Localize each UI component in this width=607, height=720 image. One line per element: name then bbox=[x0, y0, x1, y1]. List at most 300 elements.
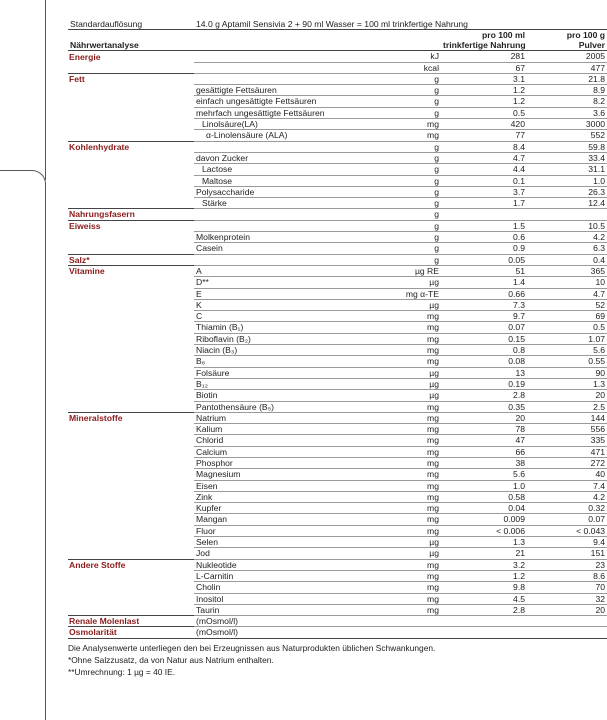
unit-label: g bbox=[356, 85, 441, 96]
unit-label: µg RE bbox=[356, 265, 441, 276]
section-label bbox=[68, 537, 194, 548]
value-per-100ml: 0.35 bbox=[441, 401, 527, 412]
section-label bbox=[68, 322, 194, 333]
value-per-100ml: 77 bbox=[441, 130, 527, 141]
unit-label: µg bbox=[356, 299, 441, 310]
value-per-100g: 8.2 bbox=[527, 96, 607, 107]
section-label bbox=[68, 311, 194, 322]
nutrient-row bbox=[68, 412, 607, 423]
value-per-100g: 144 bbox=[527, 412, 607, 423]
section-label bbox=[68, 480, 194, 491]
section-label bbox=[68, 107, 194, 118]
value-per-100ml: 20 bbox=[441, 412, 527, 423]
nutrient-row bbox=[68, 627, 607, 638]
unit-label: mg bbox=[356, 345, 441, 356]
nutrient-name: C bbox=[194, 311, 356, 322]
value-per-100ml: 3.1 bbox=[441, 73, 527, 84]
section-label bbox=[68, 175, 194, 186]
nutrient-row bbox=[68, 378, 607, 389]
frame-curve bbox=[0, 170, 46, 187]
section-label bbox=[68, 85, 194, 96]
nutrient-row bbox=[68, 119, 607, 130]
value-per-100ml: 0.15 bbox=[441, 333, 527, 344]
col-100ml-header: pro 100 ml trinkfertige Nahrung bbox=[443, 30, 526, 50]
nutrient-name: L-Carnitin bbox=[194, 570, 356, 581]
section-label bbox=[68, 333, 194, 344]
value-per-100ml: 51 bbox=[441, 265, 527, 276]
header-row bbox=[68, 30, 607, 51]
nutrient-name: Chlorid bbox=[194, 435, 356, 446]
value-per-100g: 1.07 bbox=[527, 333, 607, 344]
value-per-100g: 26.3 bbox=[527, 186, 607, 197]
nutrient-name: Riboflavin (B₂) bbox=[194, 333, 356, 344]
section-label bbox=[68, 367, 194, 378]
value-per-100g: 0.5 bbox=[527, 322, 607, 333]
section-label: Salz* bbox=[68, 254, 194, 265]
unit-label: mg bbox=[356, 570, 441, 581]
nutrient-row bbox=[68, 480, 607, 491]
section-label bbox=[68, 446, 194, 457]
unit-label: µg bbox=[356, 537, 441, 548]
nutrient-name: Selen bbox=[194, 537, 356, 548]
value-per-100ml: 3.7 bbox=[441, 186, 527, 197]
nutrient-row bbox=[68, 130, 607, 141]
section-label bbox=[68, 198, 194, 209]
value-per-100ml: 0.05 bbox=[441, 254, 527, 265]
nutrient-name bbox=[194, 141, 356, 152]
unit-label: mg bbox=[356, 435, 441, 446]
nutrient-name: mehrfach ungesättigte Fettsäuren bbox=[194, 107, 356, 118]
unit-label: µg bbox=[356, 277, 441, 288]
unit-label: mg bbox=[356, 424, 441, 435]
value-per-100ml: 0.66 bbox=[441, 288, 527, 299]
value-per-100g bbox=[527, 627, 607, 638]
nutrient-name: Magnesium bbox=[194, 469, 356, 480]
nutrient-name: B₁₂ bbox=[194, 378, 356, 389]
value-per-100g: 365 bbox=[527, 265, 607, 276]
nutrient-name: K bbox=[194, 299, 356, 310]
unit-label: mg bbox=[356, 311, 441, 322]
nutrient-row bbox=[68, 333, 607, 344]
value-per-100g: 4.2 bbox=[527, 491, 607, 502]
nutrient-name bbox=[194, 220, 356, 231]
value-per-100ml: 1.7 bbox=[441, 198, 527, 209]
nutrient-name: (mOsmol/l) bbox=[194, 616, 356, 627]
nutrient-name bbox=[194, 51, 356, 62]
nutrient-row bbox=[68, 152, 607, 163]
value-per-100g: 10 bbox=[527, 277, 607, 288]
unit-label: mg α-TE bbox=[356, 288, 441, 299]
nutrient-name: (mOsmol/l) bbox=[194, 627, 356, 638]
nutrient-row bbox=[68, 299, 607, 310]
value-per-100ml: 0.19 bbox=[441, 378, 527, 389]
value-per-100g: 151 bbox=[527, 548, 607, 559]
value-per-100ml: 3.2 bbox=[441, 559, 527, 570]
value-per-100ml: 67 bbox=[441, 62, 527, 73]
section-label: Energie bbox=[69, 51, 101, 62]
nutrient-row bbox=[68, 570, 607, 581]
unit-label: g bbox=[356, 220, 441, 231]
value-per-100ml: 9.7 bbox=[441, 311, 527, 322]
nutrient-row bbox=[68, 356, 607, 367]
nutrient-name: Eisen bbox=[194, 480, 356, 491]
nutrient-row bbox=[68, 277, 607, 288]
value-per-100g: 6.3 bbox=[527, 243, 607, 254]
unit-label: mg bbox=[356, 333, 441, 344]
nutrient-name: Thiamin (B₁) bbox=[194, 322, 356, 333]
nutrient-row bbox=[68, 491, 607, 502]
analysis-title: Nährwertanalyse bbox=[68, 30, 194, 51]
unit-label: mg bbox=[356, 480, 441, 491]
value-per-100ml: 1.3 bbox=[441, 537, 527, 548]
nutrient-row bbox=[68, 51, 607, 62]
value-per-100g bbox=[527, 616, 607, 627]
value-per-100ml: 4.7 bbox=[441, 152, 527, 163]
value-per-100ml: 78 bbox=[441, 424, 527, 435]
nutrient-name: Folsäure bbox=[194, 367, 356, 378]
frame-line-bottom bbox=[45, 186, 46, 720]
section-label bbox=[68, 164, 194, 175]
nutrient-name: Stärke bbox=[194, 198, 356, 209]
nutrient-name: E bbox=[194, 288, 356, 299]
unit-label: mg bbox=[356, 401, 441, 412]
nutrient-row bbox=[68, 288, 607, 299]
section-label bbox=[68, 288, 194, 299]
section-label bbox=[68, 277, 194, 288]
unit-label: µg bbox=[356, 367, 441, 378]
unit-label: mg bbox=[356, 559, 441, 570]
nutrient-row bbox=[68, 525, 607, 536]
nutrient-row bbox=[68, 175, 607, 186]
nutrient-row bbox=[68, 559, 607, 570]
unit-label: mg bbox=[356, 604, 441, 615]
nutrient-name: Zink bbox=[194, 491, 356, 502]
unit-label: g bbox=[356, 254, 441, 265]
unit-label: g bbox=[356, 107, 441, 118]
section-label bbox=[68, 390, 194, 401]
nutrient-row bbox=[68, 322, 607, 333]
value-per-100ml: 4.5 bbox=[441, 593, 527, 604]
nutrient-row bbox=[68, 345, 607, 356]
unit-label bbox=[356, 616, 441, 627]
unit-label: mg bbox=[356, 503, 441, 514]
value-per-100ml: 8.4 bbox=[441, 141, 527, 152]
value-per-100g: 272 bbox=[527, 457, 607, 468]
value-per-100ml: 2.8 bbox=[441, 604, 527, 615]
value-per-100g: 5.6 bbox=[527, 345, 607, 356]
value-per-100ml: 13 bbox=[441, 367, 527, 378]
nutrient-row bbox=[68, 367, 607, 378]
section-label bbox=[68, 570, 194, 581]
value-per-100ml: 0.58 bbox=[441, 491, 527, 502]
value-per-100ml: 9.8 bbox=[441, 582, 527, 593]
nutrient-row bbox=[68, 457, 607, 468]
nutrient-name: Pantothensäure (B₅) bbox=[194, 401, 356, 412]
nutrient-name: Nukleotide bbox=[194, 559, 356, 570]
nutrient-row bbox=[68, 96, 607, 107]
nutrient-name: Linolsäure(LA) bbox=[194, 119, 356, 130]
value-per-100g: 477 bbox=[527, 62, 607, 73]
value-per-100ml: 0.1 bbox=[441, 175, 527, 186]
value-per-100g: 40 bbox=[527, 469, 607, 480]
nutrient-name: Cholin bbox=[194, 582, 356, 593]
frame-line-top bbox=[45, 0, 46, 180]
value-per-100g: 8.9 bbox=[527, 85, 607, 96]
nutrient-name: Taurin bbox=[194, 604, 356, 615]
col-100g-header: pro 100 g Pulver bbox=[527, 30, 607, 51]
section-label bbox=[68, 514, 194, 525]
unit-label: g bbox=[356, 175, 441, 186]
nutrient-row bbox=[68, 198, 607, 209]
nutrient-row bbox=[68, 390, 607, 401]
nutrient-row bbox=[68, 62, 607, 73]
unit-label: mg bbox=[356, 514, 441, 525]
unit-label: mg bbox=[356, 457, 441, 468]
section-label bbox=[68, 130, 194, 141]
value-per-100g: 70 bbox=[527, 582, 607, 593]
section-label: Fett bbox=[68, 73, 194, 84]
value-per-100ml bbox=[441, 616, 527, 627]
nutrient-row bbox=[68, 424, 607, 435]
value-per-100g: < 0.043 bbox=[527, 525, 607, 536]
value-per-100ml: 0.5 bbox=[441, 107, 527, 118]
nutrient-name: Mangan bbox=[194, 514, 356, 525]
value-per-100g: 552 bbox=[527, 130, 607, 141]
nutrient-name bbox=[194, 73, 356, 84]
section-label bbox=[68, 525, 194, 536]
standard-row bbox=[68, 19, 607, 30]
value-per-100g: 7.4 bbox=[527, 480, 607, 491]
value-per-100g: 52 bbox=[527, 299, 607, 310]
section-label bbox=[68, 604, 194, 615]
value-per-100ml: 4.4 bbox=[441, 164, 527, 175]
nutrient-name bbox=[194, 254, 356, 265]
value-per-100ml: 0.8 bbox=[441, 345, 527, 356]
value-per-100g: 8.6 bbox=[527, 570, 607, 581]
value-per-100ml: 21 bbox=[441, 548, 527, 559]
value-per-100g: 9.4 bbox=[527, 537, 607, 548]
value-per-100g: 0.32 bbox=[527, 503, 607, 514]
section-label bbox=[68, 96, 194, 107]
nutrient-row bbox=[68, 582, 607, 593]
nutrient-row bbox=[68, 537, 607, 548]
value-per-100g: 556 bbox=[527, 424, 607, 435]
section-label bbox=[68, 378, 194, 389]
nutrient-name: D** bbox=[194, 277, 356, 288]
value-per-100g: 20 bbox=[527, 390, 607, 401]
value-per-100ml: 0.9 bbox=[441, 243, 527, 254]
section-label: Osmolarität bbox=[68, 627, 194, 638]
unit-label: mg bbox=[356, 593, 441, 604]
nutrient-name: Fluor bbox=[194, 525, 356, 536]
nutrient-name: gesättigte Fettsäuren bbox=[194, 85, 356, 96]
nutrient-name: Kupfer bbox=[194, 503, 356, 514]
value-per-100ml: 47 bbox=[441, 435, 527, 446]
value-per-100g: 335 bbox=[527, 435, 607, 446]
nutrient-name: Casein bbox=[194, 243, 356, 254]
nutrition-sheet bbox=[68, 19, 607, 639]
section-label bbox=[68, 469, 194, 480]
value-per-100g: 1.3 bbox=[527, 378, 607, 389]
value-per-100ml: 2.8 bbox=[441, 390, 527, 401]
value-per-100g: 0.4 bbox=[527, 254, 607, 265]
footnote-salt: *Ohne Salzzusatz, da von Natur aus Natrium enthalten. bbox=[68, 655, 274, 666]
unit-label: mg bbox=[356, 356, 441, 367]
section-label bbox=[68, 62, 194, 73]
value-per-100g: 4.2 bbox=[527, 232, 607, 243]
nutrient-row bbox=[68, 107, 607, 118]
standard-value: 14.0 g Aptamil Sensivia 2 + 90 ml Wasser = 100 ml trinkfertige Nahrung bbox=[194, 19, 607, 30]
value-per-100g: 23 bbox=[527, 559, 607, 570]
nutrient-row bbox=[68, 401, 607, 412]
nutrient-row bbox=[68, 243, 607, 254]
value-per-100ml: 66 bbox=[441, 446, 527, 457]
nutrient-row bbox=[68, 514, 607, 525]
value-per-100g: 12.4 bbox=[527, 198, 607, 209]
nutrient-row bbox=[68, 435, 607, 446]
nutrient-name: Lactose bbox=[194, 164, 356, 175]
value-per-100g: 90 bbox=[527, 367, 607, 378]
nutrient-name: Molkenprotein bbox=[194, 232, 356, 243]
nutrient-row bbox=[68, 141, 607, 152]
section-label bbox=[68, 593, 194, 604]
unit-label: mg bbox=[356, 491, 441, 502]
value-per-100g: 59.8 bbox=[527, 141, 607, 152]
unit-label: mg bbox=[356, 412, 441, 423]
unit-label: g bbox=[356, 152, 441, 163]
section-label bbox=[68, 356, 194, 367]
value-per-100ml: 1.5 bbox=[441, 220, 527, 231]
value-per-100g: 1.0 bbox=[527, 175, 607, 186]
value-per-100ml: 0.04 bbox=[441, 503, 527, 514]
unit-label: µg bbox=[356, 390, 441, 401]
value-per-100g: 21.8 bbox=[527, 73, 607, 84]
nutrient-name: Kalium bbox=[194, 424, 356, 435]
nutrient-row bbox=[68, 209, 607, 220]
value-per-100ml: 1.2 bbox=[441, 85, 527, 96]
nutrient-row bbox=[68, 446, 607, 457]
standard-label: Standardauflösung bbox=[68, 19, 194, 30]
nutrient-name: Phosphor bbox=[194, 457, 356, 468]
nutrient-row bbox=[68, 73, 607, 84]
unit-label: g bbox=[356, 186, 441, 197]
section-label bbox=[68, 503, 194, 514]
section-label bbox=[68, 548, 194, 559]
nutrient-row bbox=[68, 593, 607, 604]
unit-label: g bbox=[356, 232, 441, 243]
nutrition-table bbox=[68, 19, 607, 639]
value-per-100ml: 1.4 bbox=[441, 277, 527, 288]
value-per-100g: 32 bbox=[527, 593, 607, 604]
nutrient-row bbox=[68, 616, 607, 627]
unit-label: mg bbox=[356, 582, 441, 593]
unit-label: g bbox=[356, 96, 441, 107]
nutrient-row bbox=[68, 164, 607, 175]
nutrient-row bbox=[68, 254, 607, 265]
nutrient-row bbox=[68, 220, 607, 231]
section-label: Renale Molenlast bbox=[68, 616, 194, 627]
section-label: Vitamine bbox=[68, 265, 194, 276]
value-per-100g: 3000 bbox=[527, 119, 607, 130]
section-label bbox=[68, 186, 194, 197]
unit-label: mg bbox=[356, 119, 441, 130]
value-per-100g: 471 bbox=[527, 446, 607, 457]
section-label bbox=[68, 491, 194, 502]
section-label bbox=[68, 119, 194, 130]
nutrient-name: einfach ungesättigte Fettsäuren bbox=[194, 96, 356, 107]
value-per-100g: 4.7 bbox=[527, 288, 607, 299]
value-per-100g bbox=[527, 209, 607, 220]
nutrient-name bbox=[194, 62, 356, 73]
unit-label: mg bbox=[356, 446, 441, 457]
nutrient-name: α-Linolensäure (ALA) bbox=[194, 130, 356, 141]
nutrient-row bbox=[68, 548, 607, 559]
nutrient-name: B₆ bbox=[194, 356, 356, 367]
section-label bbox=[68, 457, 194, 468]
value-per-100ml: 1.0 bbox=[441, 480, 527, 491]
section-label: Mineralstoffe bbox=[68, 412, 194, 423]
nutrient-name: Maltose bbox=[194, 175, 356, 186]
nutrient-row bbox=[68, 503, 607, 514]
unit-label: g bbox=[356, 209, 441, 220]
unit-label bbox=[356, 627, 441, 638]
value-per-100g: 0.07 bbox=[527, 514, 607, 525]
nutrient-row bbox=[68, 232, 607, 243]
unit-label: g bbox=[356, 141, 441, 152]
unit-label: g bbox=[356, 243, 441, 254]
value-per-100ml: 0.009 bbox=[441, 514, 527, 525]
unit-label: µg bbox=[356, 378, 441, 389]
value-per-100ml: 0.08 bbox=[441, 356, 527, 367]
value-per-100g: 3.6 bbox=[527, 107, 607, 118]
section-label: Nahrungsfasern bbox=[68, 209, 194, 220]
unit-label: mg bbox=[356, 469, 441, 480]
nutrient-row bbox=[68, 469, 607, 480]
section-label bbox=[68, 401, 194, 412]
section-label bbox=[68, 345, 194, 356]
unit-label: g bbox=[356, 198, 441, 209]
nutrient-row bbox=[68, 85, 607, 96]
nutrient-row bbox=[68, 265, 607, 276]
footnote-variance: Die Analysenwerte unterliegen den bei Erzeugnissen aus Naturprodukten üblichen Schwankungen. bbox=[68, 643, 436, 653]
value-per-100g: 0.55 bbox=[527, 356, 607, 367]
value-per-100ml: 420 bbox=[441, 119, 527, 130]
value-per-100ml: < 0.006 bbox=[441, 525, 527, 536]
nutrient-name: Biotin bbox=[194, 390, 356, 401]
value-per-100ml: 5.6 bbox=[441, 469, 527, 480]
section-label bbox=[68, 232, 194, 243]
unit-label: mg bbox=[356, 322, 441, 333]
value-per-100g: 33.4 bbox=[527, 152, 607, 163]
nutrient-name: A bbox=[194, 265, 356, 276]
value-per-100ml: 7.3 bbox=[441, 299, 527, 310]
value-per-100ml bbox=[441, 627, 527, 638]
section-label: Kohlenhydrate bbox=[68, 141, 194, 152]
nutrient-name: Calcium bbox=[194, 446, 356, 457]
footnotes bbox=[68, 642, 607, 679]
nutrient-row bbox=[68, 311, 607, 322]
unit-label: mg bbox=[356, 525, 441, 536]
nutrient-row bbox=[68, 604, 607, 615]
unit-label: kcal bbox=[356, 62, 441, 73]
value-per-100g: 20 bbox=[527, 604, 607, 615]
nutrient-name: Inositol bbox=[194, 593, 356, 604]
nutrient-name: davon Zucker bbox=[194, 152, 356, 163]
unit-label: g bbox=[356, 164, 441, 175]
value-per-100g: 2005 bbox=[527, 51, 607, 62]
section-label bbox=[68, 152, 194, 163]
nutrient-name: Natrium bbox=[194, 412, 356, 423]
